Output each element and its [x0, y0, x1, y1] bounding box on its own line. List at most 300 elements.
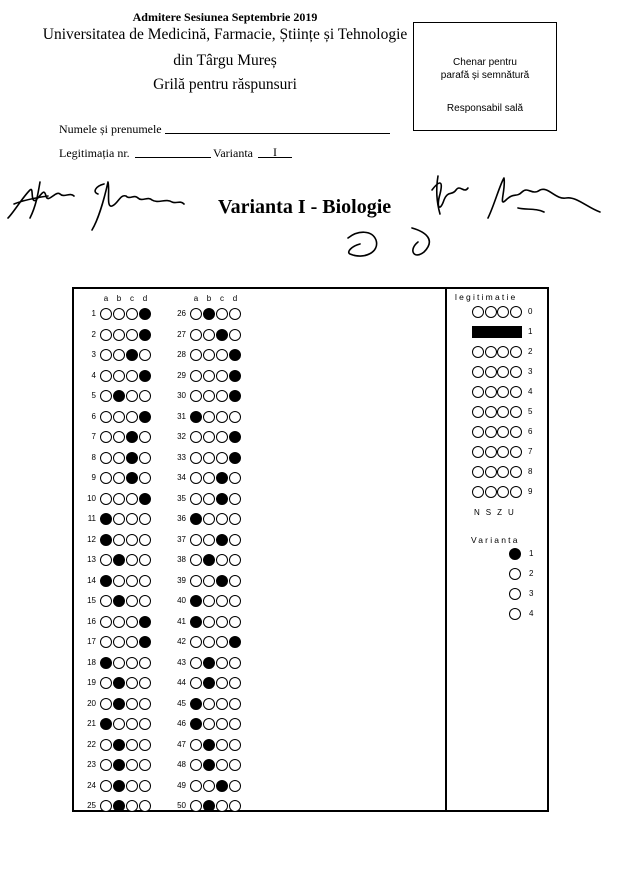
legitimation-bubble[interactable]	[485, 446, 497, 458]
answer-bubble-c[interactable]	[216, 800, 228, 812]
answer-bubble-d[interactable]	[229, 370, 241, 382]
answer-bubble-d[interactable]	[139, 493, 151, 505]
answer-bubble-c[interactable]	[126, 370, 138, 382]
answer-bubble-a[interactable]	[100, 329, 112, 341]
answer-bubble-b[interactable]	[113, 472, 125, 484]
answer-bubble-d[interactable]	[139, 370, 151, 382]
answer-bubble-c[interactable]	[216, 534, 228, 546]
question-number: 44	[177, 678, 186, 687]
answer-bubble-a[interactable]	[100, 554, 112, 566]
answer-bubble-d[interactable]	[139, 595, 151, 607]
question-number: 31	[177, 411, 186, 421]
answer-bubble-b[interactable]	[113, 657, 125, 669]
legitimation-bubble[interactable]	[472, 426, 484, 438]
question-number: 42	[177, 637, 186, 646]
answer-bubble-c[interactable]	[216, 698, 228, 710]
question-number: 47	[177, 739, 186, 749]
answer-bubble-d[interactable]	[139, 677, 151, 689]
answer-bubble-a[interactable]	[100, 493, 112, 505]
answer-bubble-c[interactable]	[216, 308, 228, 320]
question-number: 37	[177, 534, 186, 544]
answer-bubble-d[interactable]	[229, 493, 241, 505]
answer-bubble-d[interactable]	[229, 780, 241, 792]
answer-bubble-d[interactable]	[139, 657, 151, 669]
answer-bubble-c[interactable]	[126, 493, 138, 505]
legitimation-bubble[interactable]	[510, 466, 522, 478]
answer-bubble-a[interactable]	[190, 636, 202, 648]
legitimation-bubble[interactable]	[497, 346, 509, 358]
answer-bubble-a[interactable]	[190, 472, 202, 484]
answer-bubble-b[interactable]	[203, 595, 215, 607]
legitimation-bubble[interactable]	[485, 426, 497, 438]
answer-bubble-c[interactable]	[216, 595, 228, 607]
legitimation-bubble[interactable]	[485, 346, 497, 358]
answer-bubble-b[interactable]	[113, 349, 125, 361]
answer-bubble-a[interactable]	[190, 554, 202, 566]
question-number: 32	[177, 432, 186, 441]
variant-option-number: 3	[529, 589, 534, 598]
column-header-a: a	[193, 294, 199, 303]
answer-bubble-c[interactable]	[216, 431, 228, 443]
answer-bubble-b[interactable]	[113, 411, 125, 423]
answer-bubble-b[interactable]	[113, 759, 125, 771]
answer-bubble-c[interactable]	[216, 390, 228, 402]
answer-bubble-b[interactable]	[203, 616, 215, 628]
answer-bubble-d[interactable]	[139, 390, 151, 402]
answer-bubble-d[interactable]	[229, 452, 241, 464]
answer-bubble-d[interactable]	[139, 739, 151, 751]
answer-bubble-d[interactable]	[229, 513, 241, 525]
answer-bubble-b[interactable]	[113, 698, 125, 710]
answer-bubble-b[interactable]	[203, 677, 215, 689]
question-number: 41	[177, 616, 186, 626]
name-label: Numele și prenumele	[59, 122, 162, 136]
answer-bubble-d[interactable]	[229, 554, 241, 566]
legitimation-bubble[interactable]	[497, 306, 509, 318]
answer-bubble-b[interactable]	[203, 329, 215, 341]
answer-bubble-a[interactable]	[100, 308, 112, 320]
answer-bubble-c[interactable]	[216, 718, 228, 730]
answer-bubble-c[interactable]	[126, 431, 138, 443]
signature-1	[8, 182, 74, 218]
answer-bubble-b[interactable]	[113, 370, 125, 382]
question-number: 20	[87, 698, 96, 708]
answer-bubble-d[interactable]	[229, 677, 241, 689]
answer-bubble-a[interactable]	[190, 698, 202, 710]
legitimation-bubble[interactable]	[510, 486, 522, 498]
answer-bubble-a[interactable]	[190, 800, 202, 812]
variant-bubble[interactable]	[509, 608, 521, 620]
answer-bubble-d[interactable]	[229, 308, 241, 320]
legitimation-bubble[interactable]	[510, 406, 522, 418]
answer-bubble-a[interactable]	[100, 800, 112, 812]
answer-bubble-a[interactable]	[100, 595, 112, 607]
answer-bubble-b[interactable]	[113, 718, 125, 730]
question-number: 3	[91, 350, 96, 359]
legitimation-bubble[interactable]	[510, 426, 522, 438]
answer-bubble-a[interactable]	[100, 390, 112, 402]
legitimation-digit: 2	[528, 347, 533, 356]
answer-bubble-d[interactable]	[139, 554, 151, 566]
answer-bubble-d[interactable]	[139, 329, 151, 341]
legitimation-bubble[interactable]	[472, 486, 484, 498]
answer-bubble-b[interactable]	[113, 595, 125, 607]
question-number: 28	[177, 350, 186, 359]
answer-bubble-b[interactable]	[203, 431, 215, 443]
answer-bubble-c[interactable]	[216, 780, 228, 792]
answer-bubble-b[interactable]	[203, 759, 215, 771]
answer-bubble-a[interactable]	[190, 513, 202, 525]
answer-bubble-c[interactable]	[216, 513, 228, 525]
question-number: 49	[177, 780, 186, 790]
variant-option-number: 2	[529, 569, 534, 578]
answer-bubble-b[interactable]	[113, 452, 125, 464]
answer-bubble-b[interactable]	[113, 390, 125, 402]
answer-bubble-a[interactable]	[100, 575, 112, 587]
answer-bubble-b[interactable]	[203, 472, 215, 484]
legitimation-digit: 8	[528, 467, 533, 476]
answer-bubble-c[interactable]	[126, 718, 138, 730]
question-number: 43	[177, 657, 186, 667]
answer-bubble-b[interactable]	[203, 370, 215, 382]
legitimation-digit: 5	[528, 407, 533, 416]
question-number: 14	[87, 575, 96, 585]
variant-bubble[interactable]	[509, 588, 521, 600]
answer-bubble-b[interactable]	[203, 698, 215, 710]
answer-bubble-a[interactable]	[190, 308, 202, 320]
answer-bubble-a[interactable]	[100, 739, 112, 751]
answer-bubble-a[interactable]	[190, 780, 202, 792]
answer-bubble-b[interactable]	[113, 739, 125, 751]
answer-bubble-b[interactable]	[203, 780, 215, 792]
answer-bubble-a[interactable]	[190, 370, 202, 382]
answer-bubble-c[interactable]	[216, 677, 228, 689]
signature-box-line1: Chenar pentru	[453, 57, 517, 68]
answer-bubble-a[interactable]	[190, 759, 202, 771]
legitimation-bubble[interactable]	[497, 406, 509, 418]
signature-5	[348, 228, 429, 256]
question-number: 2	[91, 329, 96, 339]
answer-bubble-d[interactable]	[139, 718, 151, 730]
legitimation-bubble[interactable]	[497, 466, 509, 478]
answer-bubble-b[interactable]	[203, 493, 215, 505]
answer-bubble-d[interactable]	[139, 534, 151, 546]
answer-bubble-a[interactable]	[100, 636, 112, 648]
answer-bubble-b[interactable]	[203, 349, 215, 361]
answer-bubble-d[interactable]	[229, 390, 241, 402]
legitimation-bubble[interactable]	[510, 386, 522, 398]
answer-bubble-c[interactable]	[126, 698, 138, 710]
column-header-d: d	[232, 294, 238, 303]
answer-bubble-b[interactable]	[113, 534, 125, 546]
signature-4	[488, 178, 600, 218]
answer-bubble-b[interactable]	[113, 677, 125, 689]
answer-bubble-a[interactable]	[190, 616, 202, 628]
question-number: 9	[91, 473, 96, 482]
answer-bubble-b[interactable]	[113, 616, 125, 628]
answer-bubble-b[interactable]	[203, 534, 215, 546]
answer-bubble-a[interactable]	[190, 329, 202, 341]
answer-bubble-c[interactable]	[126, 677, 138, 689]
legitimation-digit: 0	[528, 307, 533, 316]
answer-bubble-c[interactable]	[126, 739, 138, 751]
answer-bubble-a[interactable]	[190, 349, 202, 361]
question-number: 46	[177, 719, 186, 728]
answer-bubble-c[interactable]	[126, 308, 138, 320]
question-number: 33	[177, 452, 186, 462]
answer-bubble-b[interactable]	[203, 411, 215, 423]
answer-bubble-b[interactable]	[203, 718, 215, 730]
answer-bubble-b[interactable]	[203, 390, 215, 402]
answer-bubble-b[interactable]	[203, 308, 215, 320]
answer-bubble-b[interactable]	[113, 800, 125, 812]
legitimation-bubble[interactable]	[472, 306, 484, 318]
answer-bubble-c[interactable]	[216, 554, 228, 566]
answer-bubble-b[interactable]	[113, 636, 125, 648]
answer-bubble-a[interactable]	[190, 595, 202, 607]
answer-bubble-d[interactable]	[139, 308, 151, 320]
question-number: 11	[87, 514, 96, 523]
answer-bubble-d[interactable]	[229, 636, 241, 648]
answer-bubble-b[interactable]	[203, 452, 215, 464]
answer-bubble-a[interactable]	[190, 452, 202, 464]
legitimation-bubble[interactable]	[472, 346, 484, 358]
answer-bubble-a[interactable]	[100, 472, 112, 484]
answer-bubble-d[interactable]	[229, 329, 241, 341]
answer-bubble-a[interactable]	[100, 513, 112, 525]
answer-bubble-b[interactable]	[203, 800, 215, 812]
answer-bubble-a[interactable]	[100, 534, 112, 546]
answer-bubble-d[interactable]	[229, 575, 241, 587]
answer-bubble-a[interactable]	[190, 534, 202, 546]
legitimation-bubble[interactable]	[497, 486, 509, 498]
answer-bubble-d[interactable]	[139, 759, 151, 771]
answer-bubble-c[interactable]	[126, 472, 138, 484]
answer-bubble-d[interactable]	[139, 513, 151, 525]
answer-bubble-d[interactable]	[139, 411, 151, 423]
answer-bubble-a[interactable]	[100, 657, 112, 669]
answer-bubble-d[interactable]	[229, 472, 241, 484]
answer-bubble-b[interactable]	[203, 657, 215, 669]
answer-bubble-d[interactable]	[229, 718, 241, 730]
legitimation-bubble[interactable]	[485, 466, 497, 478]
answer-bubble-d[interactable]	[229, 595, 241, 607]
answer-bubble-b[interactable]	[113, 308, 125, 320]
legitimation-bubble[interactable]	[472, 446, 484, 458]
legitimation-bubble[interactable]	[497, 446, 509, 458]
answer-bubble-c[interactable]	[216, 370, 228, 382]
legitimation-label: Legitimația nr.	[59, 146, 130, 160]
answer-bubble-c[interactable]	[126, 534, 138, 546]
legitimation-bubble[interactable]	[472, 366, 484, 378]
answer-bubble-c[interactable]	[126, 595, 138, 607]
answer-bubble-a[interactable]	[190, 657, 202, 669]
answer-bubble-c[interactable]	[216, 472, 228, 484]
variant-title: Varianta I - Biologie	[218, 196, 392, 218]
column-header-c: c	[130, 294, 134, 303]
variant-bubble[interactable]	[509, 568, 521, 580]
answer-bubble-d[interactable]	[139, 698, 151, 710]
variant-value: I	[273, 145, 277, 159]
answer-bubble-c[interactable]	[216, 636, 228, 648]
answer-bubble-d[interactable]	[229, 411, 241, 423]
variant-bubble[interactable]	[509, 548, 521, 560]
legitimation-letters: NSZU	[474, 508, 520, 517]
answer-bubble-d[interactable]	[229, 800, 241, 812]
answer-bubble-c[interactable]	[126, 390, 138, 402]
answer-bubble-a[interactable]	[190, 718, 202, 730]
answer-bubble-d[interactable]	[139, 575, 151, 587]
legitimation-field[interactable]	[135, 157, 211, 158]
answer-bubble-d[interactable]	[139, 780, 151, 792]
answer-bubble-a[interactable]	[190, 739, 202, 751]
answer-bubble-c[interactable]	[216, 616, 228, 628]
legitimation-bubble[interactable]	[497, 426, 509, 438]
answer-bubble-c[interactable]	[126, 575, 138, 587]
answer-bubble-a[interactable]	[190, 493, 202, 505]
answer-bubble-c[interactable]	[126, 657, 138, 669]
legitimation-bubble[interactable]	[485, 306, 497, 318]
legitimation-bubble[interactable]	[485, 406, 497, 418]
question-number: 29	[177, 370, 186, 380]
answer-bubble-c[interactable]	[126, 329, 138, 341]
answer-bubble-c[interactable]	[126, 452, 138, 464]
question-number: 26	[177, 309, 186, 318]
answer-bubble-c[interactable]	[216, 657, 228, 669]
answer-bubble-c[interactable]	[216, 739, 228, 751]
answer-bubble-a[interactable]	[100, 698, 112, 710]
form-title: Grilă pentru răspunsuri	[153, 76, 297, 93]
legitimation-bubble[interactable]	[485, 486, 497, 498]
answer-bubble-c[interactable]	[126, 800, 138, 812]
column-header-a: a	[103, 294, 109, 303]
signature-box	[413, 22, 557, 131]
answer-bubble-b[interactable]	[113, 554, 125, 566]
answer-bubble-d[interactable]	[229, 759, 241, 771]
answer-bubble-c[interactable]	[216, 411, 228, 423]
answer-bubble-b[interactable]	[113, 493, 125, 505]
legitimation-bubble[interactable]	[485, 386, 497, 398]
answer-bubble-a[interactable]	[100, 677, 112, 689]
legitimation-bubble[interactable]	[485, 366, 497, 378]
name-field[interactable]	[165, 133, 390, 134]
legitimation-bubble[interactable]	[497, 366, 509, 378]
answer-bubble-a[interactable]	[100, 431, 112, 443]
answer-bubble-b[interactable]	[113, 329, 125, 341]
university-name: Universitatea de Medicină, Farmacie, Științe și Tehnologie	[42, 26, 408, 43]
question-number: 10	[87, 493, 96, 503]
question-number: 23	[87, 760, 96, 769]
answer-bubble-a[interactable]	[100, 718, 112, 730]
answer-bubble-d[interactable]	[139, 636, 151, 648]
answer-bubble-a[interactable]	[190, 431, 202, 443]
answer-bubble-b[interactable]	[203, 636, 215, 648]
legitimation-bubble[interactable]	[497, 386, 509, 398]
signature-box-line2: parafă și semnătură	[440, 70, 530, 81]
legitimation-bubble[interactable]	[510, 306, 522, 318]
answer-bubble-c[interactable]	[126, 513, 138, 525]
answer-bubble-d[interactable]	[139, 349, 151, 361]
question-number: 27	[177, 329, 186, 339]
answer-bubble-a[interactable]	[100, 452, 112, 464]
answer-bubble-a[interactable]	[190, 411, 202, 423]
legitimation-digit: 1	[528, 327, 533, 336]
legitimation-bubble[interactable]	[510, 446, 522, 458]
answer-bubble-b[interactable]	[203, 739, 215, 751]
answer-bubble-b[interactable]	[113, 780, 125, 792]
answer-bubble-a[interactable]	[100, 349, 112, 361]
answer-bubble-b[interactable]	[113, 513, 125, 525]
answer-bubble-c[interactable]	[126, 759, 138, 771]
question-number: 6	[91, 411, 96, 421]
answer-bubble-b[interactable]	[203, 575, 215, 587]
answer-bubble-d[interactable]	[139, 431, 151, 443]
legitimation-bubble[interactable]	[472, 386, 484, 398]
signatures	[0, 160, 620, 280]
answer-bubble-c[interactable]	[216, 493, 228, 505]
answer-bubble-c[interactable]	[126, 636, 138, 648]
answer-bubble-d[interactable]	[139, 452, 151, 464]
answer-bubble-a[interactable]	[190, 390, 202, 402]
answer-bubble-d[interactable]	[139, 800, 151, 812]
question-number: 8	[91, 452, 96, 462]
answer-bubble-c[interactable]	[126, 411, 138, 423]
answer-bubble-d[interactable]	[229, 349, 241, 361]
answer-bubble-b[interactable]	[113, 431, 125, 443]
question-number: 13	[87, 555, 96, 564]
answer-bubble-a[interactable]	[100, 370, 112, 382]
answer-bubble-a[interactable]	[100, 411, 112, 423]
answer-bubble-b[interactable]	[203, 513, 215, 525]
answer-bubble-d[interactable]	[229, 657, 241, 669]
answer-bubble-a[interactable]	[190, 575, 202, 587]
legitimation-bubble[interactable]	[472, 466, 484, 478]
answer-bubble-d[interactable]	[229, 698, 241, 710]
answer-bubble-d[interactable]	[229, 616, 241, 628]
answer-bubble-b[interactable]	[203, 554, 215, 566]
answer-bubble-d[interactable]	[229, 739, 241, 751]
answer-bubble-a[interactable]	[100, 780, 112, 792]
legitimation-bubble[interactable]	[510, 346, 522, 358]
question-number: 38	[177, 555, 186, 564]
question-number: 5	[91, 391, 96, 400]
answer-bubble-d[interactable]	[139, 472, 151, 484]
answer-bubble-d[interactable]	[229, 534, 241, 546]
variant-label: Varianta	[213, 146, 253, 160]
answer-bubble-c[interactable]	[126, 616, 138, 628]
answer-bubble-c[interactable]	[126, 554, 138, 566]
answer-bubble-a[interactable]	[100, 759, 112, 771]
answer-bubble-d[interactable]	[139, 616, 151, 628]
answer-bubble-a[interactable]	[190, 677, 202, 689]
answer-bubble-b[interactable]	[113, 575, 125, 587]
answer-bubble-a[interactable]	[100, 616, 112, 628]
answer-bubble-d[interactable]	[229, 431, 241, 443]
answer-bubble-c[interactable]	[216, 349, 228, 361]
answer-bubble-c[interactable]	[126, 780, 138, 792]
answer-bubble-c[interactable]	[216, 575, 228, 587]
legitimation-filled-row	[472, 326, 522, 338]
answer-bubble-c[interactable]	[216, 759, 228, 771]
answer-bubble-c[interactable]	[126, 349, 138, 361]
answer-bubble-c[interactable]	[216, 329, 228, 341]
legitimation-bubble[interactable]	[472, 406, 484, 418]
question-number: 36	[177, 514, 186, 523]
legitimation-digit: 4	[528, 387, 533, 396]
legitimation-bubble[interactable]	[510, 366, 522, 378]
answer-bubble-c[interactable]	[216, 452, 228, 464]
sheet-divider	[445, 289, 447, 810]
